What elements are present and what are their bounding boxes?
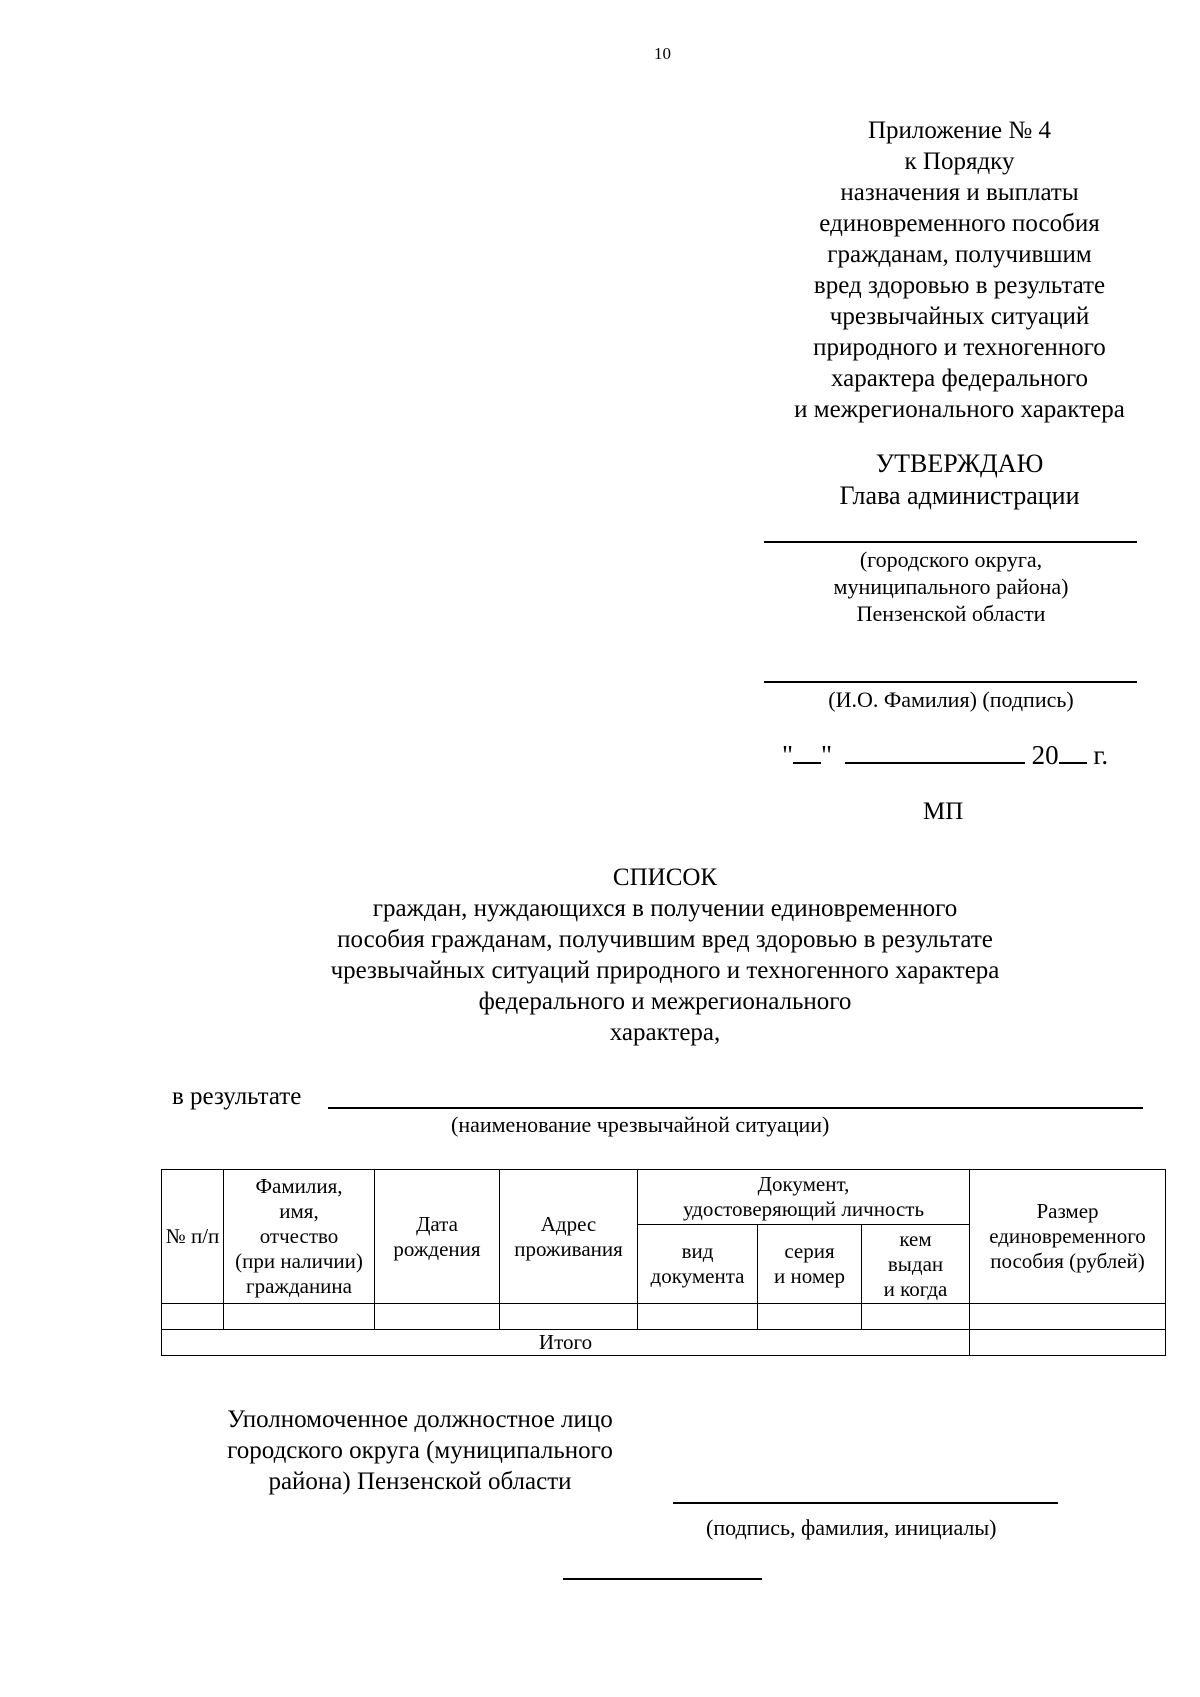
header-line: имя, — [279, 1199, 319, 1223]
approval-heading: УТВЕРЖДАЮ — [875, 449, 1044, 478]
table-cell — [862, 1304, 970, 1330]
total-label: Итого — [162, 1330, 970, 1356]
official-line: городского округа (муниципального — [227, 1437, 613, 1464]
appendix-line: чрезвычайных ситуаций — [829, 303, 1090, 330]
col-birth-header — [375, 1170, 500, 1304]
year-blank — [1059, 740, 1087, 764]
table-cell — [500, 1304, 638, 1330]
closing-rule — [563, 1578, 762, 1580]
header-line: Документ, — [757, 1172, 850, 1196]
col-address-header — [500, 1170, 638, 1304]
header-line: документа — [650, 1264, 745, 1288]
header-line: Размер — [1036, 1199, 1099, 1223]
appendix-line: назначения и выплаты — [840, 179, 1079, 206]
sub-doc-type-header — [638, 1225, 758, 1304]
table-cell — [638, 1304, 758, 1330]
title-line: пособия гражданам, получившим вред здоровью в результате — [337, 926, 993, 953]
approval-position: Глава администрации — [839, 481, 1080, 510]
date-quote-open: " — [782, 740, 794, 770]
appendix-line: Приложение № 4 — [867, 117, 1052, 144]
approval-block — [762, 448, 1157, 512]
table-cell — [224, 1304, 375, 1330]
header-line: выдан — [887, 1251, 944, 1276]
appendix-line: гражданам, получившим — [827, 241, 1092, 268]
official-line: Уполномоченное должностное лицо — [227, 1406, 613, 1433]
header-line: Дата — [416, 1211, 458, 1236]
appendix-line: единовременного пособия — [819, 210, 1100, 237]
header-line: Адрес — [540, 1211, 597, 1236]
total-amount-cell — [970, 1330, 1166, 1356]
official-signature-line — [673, 1502, 1058, 1504]
title-line: граждан, нуждающихся в получении единовременного — [372, 895, 958, 922]
official-line: района) Пензенской области — [268, 1468, 572, 1495]
col-name-header — [224, 1170, 375, 1304]
page-number: 10 — [654, 44, 671, 63]
org-caption — [762, 546, 1140, 627]
date-year-prefix: 20 — [1031, 740, 1059, 770]
org-caption-line: Пензенской области — [856, 601, 1046, 626]
header-line: Фамилия, — [255, 1174, 343, 1198]
date-year-suffix: г. — [1093, 740, 1109, 770]
appendix-header — [762, 115, 1157, 425]
emergency-caption: (наименование чрезвычайной ситуации) — [451, 1112, 830, 1137]
appendix-line: вред здоровью в результате — [813, 272, 1106, 299]
stamp-mark: МП — [923, 798, 964, 825]
header-line: удостоверяющий личность — [682, 1197, 925, 1221]
date-quote-close: " — [821, 740, 833, 770]
org-caption-line: муниципального района) — [833, 574, 1069, 599]
header-line: отчество — [259, 1224, 339, 1248]
col-document-header — [638, 1170, 970, 1225]
table-cell — [970, 1304, 1166, 1330]
table-cell — [162, 1304, 224, 1330]
sub-series-header — [758, 1225, 862, 1304]
header-line: и когда — [883, 1276, 948, 1301]
sub-issued-header — [862, 1225, 970, 1304]
official-signature-caption: (подпись, фамилия, инициалы) — [706, 1515, 997, 1540]
emergency-name-line — [328, 1107, 1143, 1109]
header-line: и номер — [774, 1264, 845, 1288]
document-title — [270, 862, 1060, 1048]
citizens-table — [161, 1169, 1166, 1356]
header-line: (при наличии) — [235, 1249, 363, 1273]
table-row — [162, 1304, 1166, 1330]
head-signature-line — [764, 681, 1137, 683]
header-line: гражданина — [246, 1274, 352, 1298]
appendix-line: к Порядку — [904, 148, 1015, 175]
official-title — [190, 1404, 650, 1497]
title-heading: СПИСОК — [612, 864, 718, 891]
org-caption-line: (городского округа, — [859, 547, 1043, 572]
result-row — [172, 1083, 301, 1111]
appendix-line: природного и техногенного — [813, 334, 1106, 361]
table-cell — [758, 1304, 862, 1330]
appendix-line: и межрегионального характера — [794, 396, 1125, 423]
approval-date — [782, 740, 1122, 771]
org-signature-line — [764, 541, 1137, 543]
header-line: проживания — [514, 1236, 623, 1261]
header-line: кем — [899, 1226, 932, 1251]
head-name-caption: (И.О. Фамилия) (подпись) — [828, 687, 1074, 712]
month-blank — [845, 740, 1025, 764]
title-line: федерального и межрегионального — [478, 988, 852, 1015]
col-amount-header — [970, 1170, 1166, 1304]
header-line: единовременного — [989, 1224, 1146, 1248]
total-row — [162, 1330, 1166, 1356]
header-line: серия — [784, 1239, 835, 1263]
header-line: пособия (рублей) — [990, 1249, 1145, 1273]
header-line: вид — [681, 1239, 714, 1263]
title-line: чрезвычайных ситуаций природного и техногенного характера — [330, 957, 1000, 984]
result-prefix: в результате — [172, 1083, 302, 1110]
day-blank — [793, 740, 821, 764]
table-cell — [375, 1304, 500, 1330]
header-line: рождения — [393, 1236, 481, 1261]
appendix-line: характера федерального — [830, 365, 1089, 392]
title-line: характера, — [609, 1019, 721, 1046]
col-number-header: № п/п — [162, 1170, 224, 1304]
